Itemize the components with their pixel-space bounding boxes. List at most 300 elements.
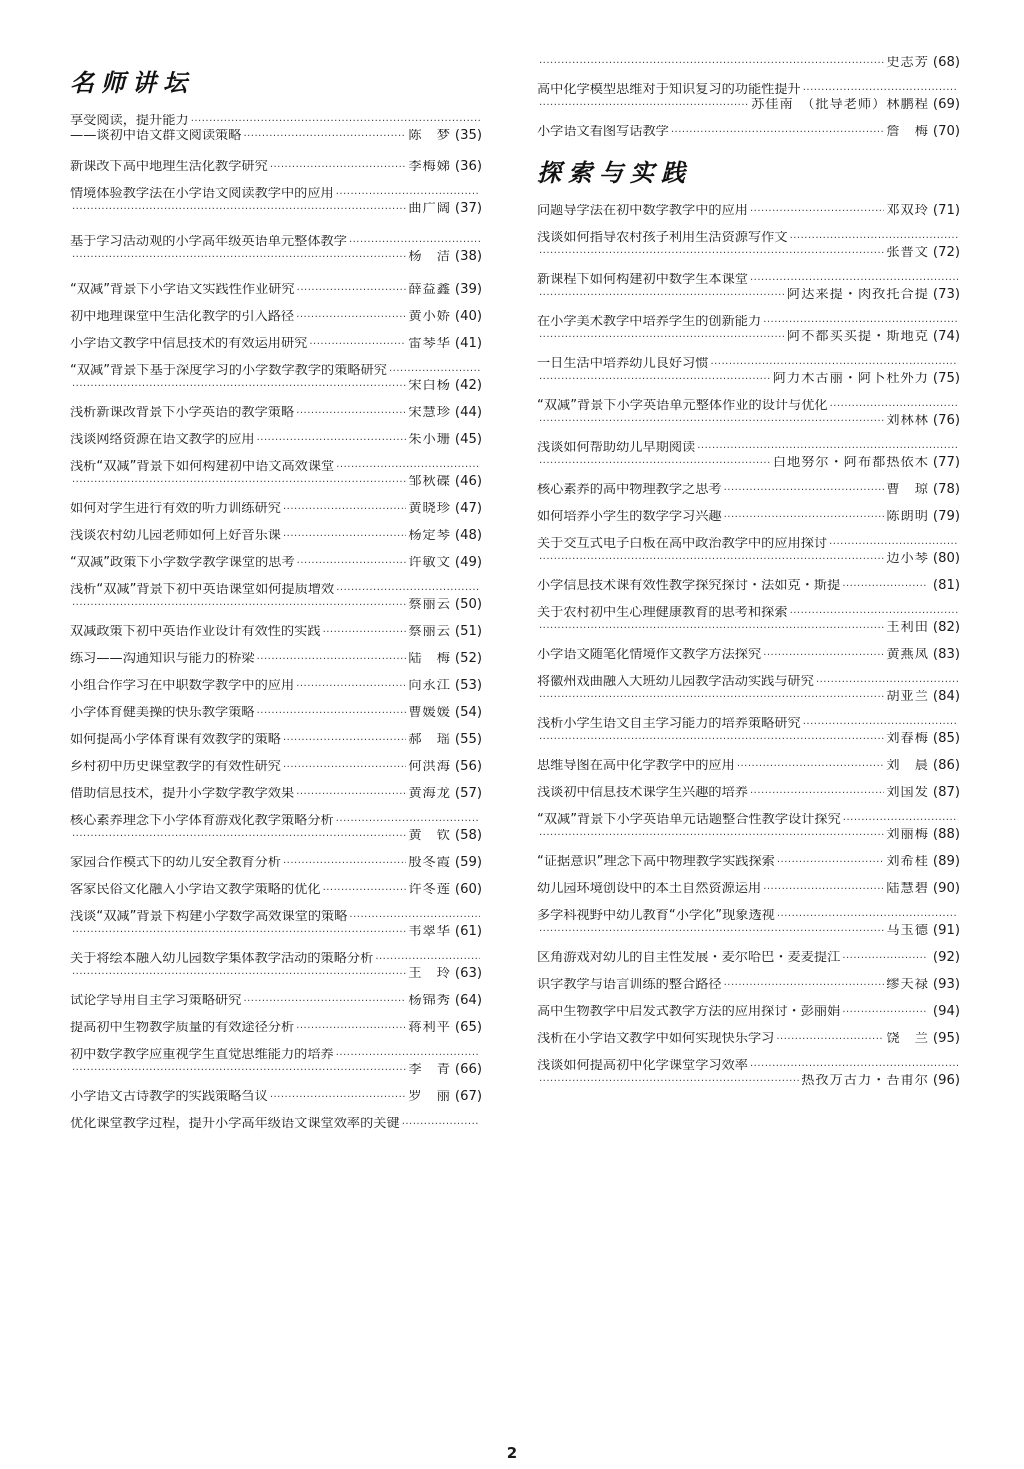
toc-entry-line bbox=[70, 1063, 482, 1078]
toc-leader-dots bbox=[539, 373, 771, 387]
toc-entry-line bbox=[537, 456, 960, 471]
toc-entry-line bbox=[70, 814, 482, 829]
toc-entry-page: (83) bbox=[932, 648, 960, 662]
toc-leader-dots bbox=[539, 289, 785, 303]
toc-entry bbox=[70, 364, 482, 394]
toc-entry bbox=[70, 1048, 482, 1078]
toc-leader-dots bbox=[724, 484, 885, 498]
toc-entry-title: “双减”背景下小学语文实践性作业研究 bbox=[70, 283, 295, 297]
toc-entry-page: (64) bbox=[454, 994, 482, 1008]
toc-entry bbox=[537, 909, 960, 939]
toc-leader-dots bbox=[710, 358, 958, 372]
toc-entry-title: 思维导图在高中化学教学中的应用 bbox=[537, 759, 735, 773]
toc-entry-title: 试论学导用自主学习策略研究 bbox=[70, 994, 242, 1008]
toc-entry bbox=[537, 855, 960, 870]
toc-leader-dots bbox=[72, 968, 406, 982]
toc-entry-line bbox=[537, 909, 960, 924]
toc-entry-author: 蔡丽云 bbox=[408, 598, 451, 612]
toc-entry-line bbox=[537, 1005, 960, 1020]
toc-entry-author: 陆 梅 bbox=[408, 652, 451, 666]
toc-entry-page: (77) bbox=[932, 456, 960, 470]
toc-entry-title: “双减”背景下基于深度学习的小学数学教学的策略研究 bbox=[70, 364, 387, 378]
toc-entry-line bbox=[537, 1074, 960, 1089]
toc-entry-line bbox=[70, 883, 482, 898]
toc-entry-page: (96) bbox=[932, 1074, 960, 1088]
toc-entry-line bbox=[70, 598, 482, 613]
toc-leader-dots bbox=[539, 733, 884, 747]
toc-entry-title: 如何对学生进行有效的听力训练研究 bbox=[70, 502, 281, 516]
toc-entry bbox=[70, 433, 482, 448]
toc-entry-line bbox=[70, 114, 482, 129]
toc-entry-page: (88) bbox=[932, 828, 960, 842]
right-entry-list bbox=[537, 204, 960, 1089]
toc-entry-line bbox=[70, 1090, 482, 1105]
toc-entry-line bbox=[537, 606, 960, 621]
toc-entry-line bbox=[70, 910, 482, 925]
toc-leader-dots bbox=[776, 1033, 884, 1047]
section-heading-mingshi: 名师讲坛 bbox=[70, 68, 194, 97]
toc-entry-title: 情境体验教学法在小学语文阅读教学中的应用 bbox=[70, 187, 334, 201]
toc-entry-page: (39) bbox=[454, 283, 482, 297]
toc-leader-dots bbox=[829, 538, 958, 552]
toc-entry bbox=[70, 652, 482, 667]
toc-leader-dots bbox=[257, 434, 407, 448]
toc-entry bbox=[70, 787, 482, 802]
toc-entry bbox=[70, 406, 482, 421]
toc-entry-author: 黄 钦 bbox=[408, 829, 451, 843]
toc-entry-author: 陈 梦 bbox=[408, 129, 451, 143]
toc-entry-title: 练习——沟通知识与能力的桥梁 bbox=[70, 652, 255, 666]
toc-leader-dots bbox=[539, 457, 771, 471]
toc-entry-page: (84) bbox=[932, 690, 960, 704]
toc-leader-dots bbox=[750, 274, 958, 288]
toc-entry bbox=[537, 1032, 960, 1047]
toc-leader-dots bbox=[336, 584, 480, 598]
toc-leader-dots bbox=[402, 1118, 480, 1132]
toc-entry-author: 杨锦秀 bbox=[408, 994, 451, 1008]
toc-leader-dots bbox=[283, 530, 406, 544]
toc-entry bbox=[537, 273, 960, 303]
toc-leader-dots bbox=[777, 856, 885, 870]
toc-entry-author: 陆慧碧 bbox=[886, 882, 929, 896]
toc-entry-line bbox=[537, 56, 960, 71]
toc-entry-author: 刘丽梅 bbox=[886, 828, 929, 842]
toc-entry-line bbox=[70, 733, 482, 748]
toc-leader-dots bbox=[72, 599, 406, 613]
toc-leader-dots bbox=[671, 126, 884, 140]
toc-leader-dots bbox=[296, 680, 406, 694]
toc-leader-dots bbox=[257, 707, 407, 721]
toc-entry-author: 刘国发 bbox=[886, 786, 929, 800]
toc-entry-line bbox=[70, 250, 482, 265]
toc-entry-line bbox=[537, 648, 960, 663]
toc-entry-line bbox=[70, 994, 482, 1009]
toc-leader-dots bbox=[283, 857, 406, 871]
toc-entry-line bbox=[537, 204, 960, 219]
toc-entry-author: 刘林林 bbox=[886, 414, 929, 428]
toc-entry-author: 何洪海 bbox=[408, 760, 451, 774]
toc-entry-line bbox=[537, 315, 960, 330]
toc-leader-dots bbox=[389, 365, 480, 379]
toc-entry-line bbox=[70, 1021, 482, 1036]
toc-entry-line bbox=[537, 414, 960, 429]
toc-entry-title: 浅谈如何提高初中化学课堂学习效率 bbox=[537, 1059, 748, 1073]
toc-entry-page: (68) bbox=[932, 56, 960, 70]
toc-entry-page: (38) bbox=[454, 250, 482, 264]
toc-entry-line bbox=[70, 460, 482, 475]
toc-entry-line bbox=[70, 283, 482, 298]
toc-leader-dots bbox=[843, 814, 958, 828]
toc-entry-title: 幼儿园环境创设中的本土自然资源运用 bbox=[537, 882, 762, 896]
toc-entry-page: (59) bbox=[454, 856, 482, 870]
toc-entry-page: (36) bbox=[454, 160, 482, 174]
toc-entry-page: (60) bbox=[454, 883, 482, 897]
toc-entry-title: 小学语文随笔化情境作文教学方法探究 bbox=[537, 648, 762, 662]
toc-entry-line bbox=[537, 579, 960, 594]
toc-entry-author: 史志芳 bbox=[886, 56, 929, 70]
toc-entry-page: (76) bbox=[932, 414, 960, 428]
toc-entry-author: 白地努尔・阿布都热依木 bbox=[772, 456, 929, 470]
toc-entry bbox=[70, 814, 482, 844]
toc-leader-dots bbox=[297, 557, 407, 571]
toc-entry-title: 初中地理课堂中生活化教学的引入路径 bbox=[70, 310, 295, 324]
toc-entry-line bbox=[537, 330, 960, 345]
toc-entry bbox=[70, 856, 482, 871]
toc-entry-author: 向永江 bbox=[408, 679, 451, 693]
toc-entry-title: 优化课堂教学过程，提升小学高年级语文课堂效率的关键 bbox=[70, 1117, 400, 1131]
toc-entry-page: (41) bbox=[454, 337, 482, 351]
toc-leader-dots bbox=[539, 829, 884, 843]
toc-entry-line bbox=[537, 246, 960, 261]
toc-entry-line bbox=[70, 556, 482, 571]
toc-entry-line bbox=[537, 441, 960, 456]
toc-entry-line bbox=[70, 856, 482, 871]
toc-leader-dots bbox=[72, 251, 406, 265]
toc-entry-title: 小学语文古诗教学的实践策略刍议 bbox=[70, 1090, 268, 1104]
toc-leader-dots bbox=[309, 338, 406, 352]
toc-entry-title: 浅谈如何帮助幼儿早期阅读 bbox=[537, 441, 696, 455]
toc-entry-author: 许敏文 bbox=[408, 556, 451, 570]
toc-entry-page: (63) bbox=[454, 967, 482, 981]
left-entry-list bbox=[70, 114, 482, 1132]
toc-leader-dots bbox=[539, 415, 884, 429]
toc-entry-line bbox=[537, 372, 960, 387]
toc-entry bbox=[70, 994, 482, 1009]
toc-entry-page: (40) bbox=[454, 310, 482, 324]
toc-entry-line bbox=[70, 475, 482, 490]
toc-entry-line bbox=[537, 537, 960, 552]
toc-entry-line bbox=[70, 679, 482, 694]
toc-leader-dots bbox=[323, 626, 407, 640]
toc-entry-page: (48) bbox=[454, 529, 482, 543]
toc-entry-author: 蒋利平 bbox=[408, 1021, 451, 1035]
toc-entry-page: (45) bbox=[454, 433, 482, 447]
toc-entry-title: 核心素养的高中物理教学之思考 bbox=[537, 483, 722, 497]
toc-entry bbox=[70, 706, 482, 721]
toc-entry-title: 小组合作学习在中职数学教学中的应用 bbox=[70, 679, 295, 693]
toc-entry bbox=[537, 675, 960, 705]
toc-entry-title: 客家民俗文化融入小学语文教学策略的优化 bbox=[70, 883, 321, 897]
toc-entry-author: 阿不都买买提・斯地克 bbox=[787, 330, 929, 344]
toc-entry-line bbox=[537, 273, 960, 288]
right-top-entry-list bbox=[537, 56, 960, 140]
toc-leader-dots bbox=[349, 911, 480, 925]
toc-entry bbox=[70, 1090, 482, 1105]
toc-entry-title: 享受阅读，提升能力 bbox=[70, 114, 189, 128]
toc-leader-dots bbox=[539, 57, 884, 71]
toc-entry-line bbox=[70, 187, 482, 202]
toc-entry-title: 浅析在小学语文教学中如何实现快乐学习 bbox=[537, 1032, 775, 1046]
toc-entry bbox=[537, 717, 960, 747]
toc-leader-dots bbox=[750, 1060, 958, 1074]
toc-entry bbox=[537, 357, 960, 387]
toc-entry-page: (73) bbox=[932, 288, 960, 302]
toc-entry-line bbox=[70, 364, 482, 379]
toc-entry bbox=[70, 1021, 482, 1036]
toc-entry bbox=[537, 83, 960, 113]
toc-entry-line bbox=[70, 529, 482, 544]
toc-entry-title: 将徽州戏曲融入大班幼儿园教学活动实践与研究 bbox=[537, 675, 814, 689]
toc-entry-page: (49) bbox=[454, 556, 482, 570]
toc-entry bbox=[537, 882, 960, 897]
toc-entry-author: 曹媛媛 bbox=[408, 706, 451, 720]
toc-leader-dots bbox=[72, 926, 406, 940]
toc-entry bbox=[537, 125, 960, 140]
toc-entry-title: 关于将绘本融入幼儿园数学集体教学活动的策略分析 bbox=[70, 952, 374, 966]
section-heading-tansuo: 探索与实践 bbox=[537, 158, 692, 187]
toc-entry-page: (74) bbox=[932, 330, 960, 344]
toc-entry-line bbox=[537, 882, 960, 897]
toc-entry-page: (87) bbox=[932, 786, 960, 800]
toc-leader-dots bbox=[763, 649, 884, 663]
toc-leader-dots bbox=[777, 910, 958, 924]
toc-entry-line bbox=[537, 399, 960, 414]
toc-entry-page: (94) bbox=[932, 1005, 960, 1019]
toc-entry-author: 饶 兰 bbox=[886, 1032, 929, 1046]
toc-leader-dots bbox=[72, 476, 406, 490]
toc-entry-author: 李 青 bbox=[408, 1063, 451, 1077]
toc-leader-dots bbox=[816, 676, 958, 690]
toc-entry-title: 多学科视野中幼儿教育“小学化”现象透视 bbox=[537, 909, 775, 923]
toc-entry-title: 问题导学法在初中数学教学中的应用 bbox=[537, 204, 748, 218]
toc-entry-page: (70) bbox=[932, 125, 960, 139]
toc-entry-page: (55) bbox=[454, 733, 482, 747]
toc-entry bbox=[70, 583, 482, 613]
toc-entry-line bbox=[70, 967, 482, 982]
toc-entry-page: (85) bbox=[932, 732, 960, 746]
toc-entry-page: (47) bbox=[454, 502, 482, 516]
toc-entry bbox=[537, 56, 960, 71]
toc-leader-dots bbox=[803, 84, 958, 98]
toc-leader-dots bbox=[737, 760, 885, 774]
toc-entry-author: 蔡丽云 bbox=[408, 625, 451, 639]
toc-leader-dots bbox=[539, 622, 884, 636]
toc-entry-page: (37) bbox=[454, 202, 482, 216]
toc-entry bbox=[537, 759, 960, 774]
toc-entry-line bbox=[537, 125, 960, 140]
toc-entry bbox=[537, 813, 960, 843]
toc-entry-title: 小学体育健美操的快乐教学策略 bbox=[70, 706, 255, 720]
toc-entry-page: (56) bbox=[454, 760, 482, 774]
toc-entry-line bbox=[70, 1048, 482, 1063]
toc-entry-title: 初中数学教学应重视学生直觉思维能力的培养 bbox=[70, 1048, 334, 1062]
toc-leader-dots bbox=[539, 331, 785, 345]
toc-entry bbox=[70, 760, 482, 775]
toc-leader-dots bbox=[763, 316, 958, 330]
toc-entry-title: 浅析“双减”背景下初中英语课堂如何提质增效 bbox=[70, 583, 335, 597]
toc-entry-line bbox=[537, 690, 960, 705]
toc-leader-dots bbox=[283, 503, 406, 517]
toc-entry-page: (81) bbox=[932, 579, 960, 593]
toc-leader-dots bbox=[842, 952, 927, 966]
toc-entry-author: 宋白杨 bbox=[408, 379, 451, 393]
toc-leader-dots bbox=[191, 115, 480, 129]
toc-entry-line bbox=[70, 829, 482, 844]
right-column bbox=[537, 56, 960, 1089]
toc-entry-author: 张普文 bbox=[886, 246, 929, 260]
toc-entry-page: (72) bbox=[932, 246, 960, 260]
toc-entry-author: 曹 琼 bbox=[886, 483, 929, 497]
toc-entry-author: 詹 梅 bbox=[886, 125, 929, 139]
toc-entry-page: (61) bbox=[454, 925, 482, 939]
page-number-text: 2 bbox=[506, 1444, 518, 1462]
toc-entry-author: 刘春梅 bbox=[886, 732, 929, 746]
toc-entry-line bbox=[70, 652, 482, 667]
toc-entry bbox=[537, 648, 960, 663]
toc-entry-line bbox=[537, 621, 960, 636]
toc-entry-author: 罗 丽 bbox=[408, 1090, 451, 1104]
toc-entry-author: 苏佳南 （批导老师）林鹏程 bbox=[751, 98, 929, 112]
toc-entry-line bbox=[70, 433, 482, 448]
toc-entry-page: (57) bbox=[454, 787, 482, 801]
toc-leader-dots bbox=[336, 1049, 480, 1063]
toc-entry-author: 郝 瑶 bbox=[408, 733, 451, 747]
toc-entry bbox=[70, 529, 482, 544]
toc-entry-line bbox=[70, 129, 482, 144]
toc-entry-line bbox=[70, 760, 482, 775]
toc-leader-dots bbox=[724, 511, 885, 525]
toc-entry-title: 浅谈如何指导农村孩子利用生活资源写作文 bbox=[537, 231, 788, 245]
toc-leader-dots bbox=[296, 311, 406, 325]
toc-entry bbox=[70, 556, 482, 571]
toc-entry-line bbox=[70, 160, 482, 175]
toc-entry-author: 热孜万古力・吾甫尔 bbox=[801, 1074, 929, 1088]
toc-leader-dots bbox=[842, 1006, 927, 1020]
toc-entry-line bbox=[70, 787, 482, 802]
toc-entry-title: “双减”背景下小学英语单元话题整合性教学设计探究 bbox=[537, 813, 841, 827]
toc-entry-line bbox=[537, 1032, 960, 1047]
toc-entry-author: 阿达来提・肉孜托合提 bbox=[787, 288, 929, 302]
toc-leader-dots bbox=[72, 1064, 406, 1078]
toc-entry-line bbox=[537, 786, 960, 801]
toc-leader-dots bbox=[297, 284, 407, 298]
toc-entry-page: (69) bbox=[932, 98, 960, 112]
toc-entry-author: 曲广阔 bbox=[408, 202, 451, 216]
page-number bbox=[0, 1444, 1024, 1462]
toc-entry-page: (90) bbox=[932, 882, 960, 896]
toc-entry-line bbox=[537, 231, 960, 246]
toc-entry bbox=[70, 283, 482, 298]
toc-entry bbox=[70, 187, 482, 217]
toc-entry bbox=[70, 952, 482, 982]
toc-entry-page: (86) bbox=[932, 759, 960, 773]
toc-entry-author: 李梅娣 bbox=[408, 160, 451, 174]
toc-leader-dots bbox=[283, 734, 406, 748]
toc-entry-line bbox=[537, 1059, 960, 1074]
toc-entry-author: 宋慧珍 bbox=[408, 406, 451, 420]
toc-entry-title: 小学信息技术课有效性教学探究探讨・法如克・斯提 bbox=[537, 579, 841, 593]
toc-entry bbox=[70, 502, 482, 517]
toc-entry-author: 马玉德 bbox=[886, 924, 929, 938]
toc-entry-author: 胡亚兰 bbox=[886, 690, 929, 704]
toc-entry-line bbox=[537, 813, 960, 828]
toc-entry-page: (65) bbox=[454, 1021, 482, 1035]
toc-entry bbox=[537, 537, 960, 567]
toc-entry-title: 借助信息技术，提升小学数学教学效果 bbox=[70, 787, 295, 801]
toc-entry-line bbox=[70, 952, 482, 967]
toc-entry bbox=[537, 315, 960, 345]
toc-entry bbox=[537, 1059, 960, 1089]
toc-entry-title: 浅析小学生语文自主学习能力的培养策略研究 bbox=[537, 717, 801, 731]
toc-entry bbox=[70, 679, 482, 694]
toc-entry-page: (91) bbox=[932, 924, 960, 938]
toc-leader-dots bbox=[72, 830, 406, 844]
toc-entry-page: (80) bbox=[932, 552, 960, 566]
toc-leader-dots bbox=[336, 815, 480, 829]
toc-entry bbox=[537, 399, 960, 429]
toc-entry-author: 黄燕凤 bbox=[886, 648, 929, 662]
toc-entry bbox=[70, 883, 482, 898]
toc-entry-page: (51) bbox=[454, 625, 482, 639]
toc-leader-dots bbox=[750, 205, 884, 219]
toc-entry-page: (92) bbox=[932, 951, 960, 965]
toc-entry-page: (66) bbox=[454, 1063, 482, 1077]
toc-entry-author: 阿力木古丽・阿卜杜外力 bbox=[772, 372, 929, 386]
toc-entry-title: 浅析新课改背景下小学英语的教学策略 bbox=[70, 406, 295, 420]
toc-entry-page: (46) bbox=[454, 475, 482, 489]
toc-leader-dots bbox=[323, 884, 407, 898]
toc-entry-title: ——谈初中语文群文阅读策略 bbox=[70, 129, 242, 143]
toc-entry-line bbox=[70, 706, 482, 721]
toc-entry-title: 新课程下如何构建初中数学生本课堂 bbox=[537, 273, 748, 287]
toc-entry-page: (53) bbox=[454, 679, 482, 693]
toc-entry-author: 殷冬霞 bbox=[408, 856, 451, 870]
toc-leader-dots bbox=[270, 161, 407, 175]
toc-entry-page: (95) bbox=[932, 1032, 960, 1046]
toc-entry-title: 乡村初中历史课堂教学的有效性研究 bbox=[70, 760, 281, 774]
toc-entry-author: 邓双玲 bbox=[886, 204, 929, 218]
toc-entry bbox=[537, 441, 960, 471]
toc-entry bbox=[537, 1005, 960, 1020]
toc-entry-line bbox=[537, 83, 960, 98]
toc-entry-title: 浅谈网络资源在语文教学的应用 bbox=[70, 433, 255, 447]
toc-entry-line bbox=[70, 583, 482, 598]
toc-entry-line bbox=[70, 202, 482, 217]
toc-entry-title: 区角游戏对幼儿的自主性发展・麦尔哈巴・麦麦提江 bbox=[537, 951, 841, 965]
toc-entry-page: (42) bbox=[454, 379, 482, 393]
toc-entry bbox=[537, 786, 960, 801]
toc-entry-author: 黄晓珍 bbox=[408, 502, 451, 516]
toc-entry bbox=[70, 1117, 482, 1132]
toc-entry-line bbox=[70, 925, 482, 940]
toc-leader-dots bbox=[803, 718, 958, 732]
toc-entry-title: 如何提高小学体育课有效教学的策略 bbox=[70, 733, 281, 747]
toc-leader-dots bbox=[790, 607, 958, 621]
toc-entry-author: 陈朗明 bbox=[886, 510, 929, 524]
toc-entry bbox=[70, 337, 482, 352]
toc-leader-dots bbox=[72, 380, 406, 394]
toc-entry-title: 浅谈“双减”背景下构建小学数学高效课堂的策略 bbox=[70, 910, 348, 924]
